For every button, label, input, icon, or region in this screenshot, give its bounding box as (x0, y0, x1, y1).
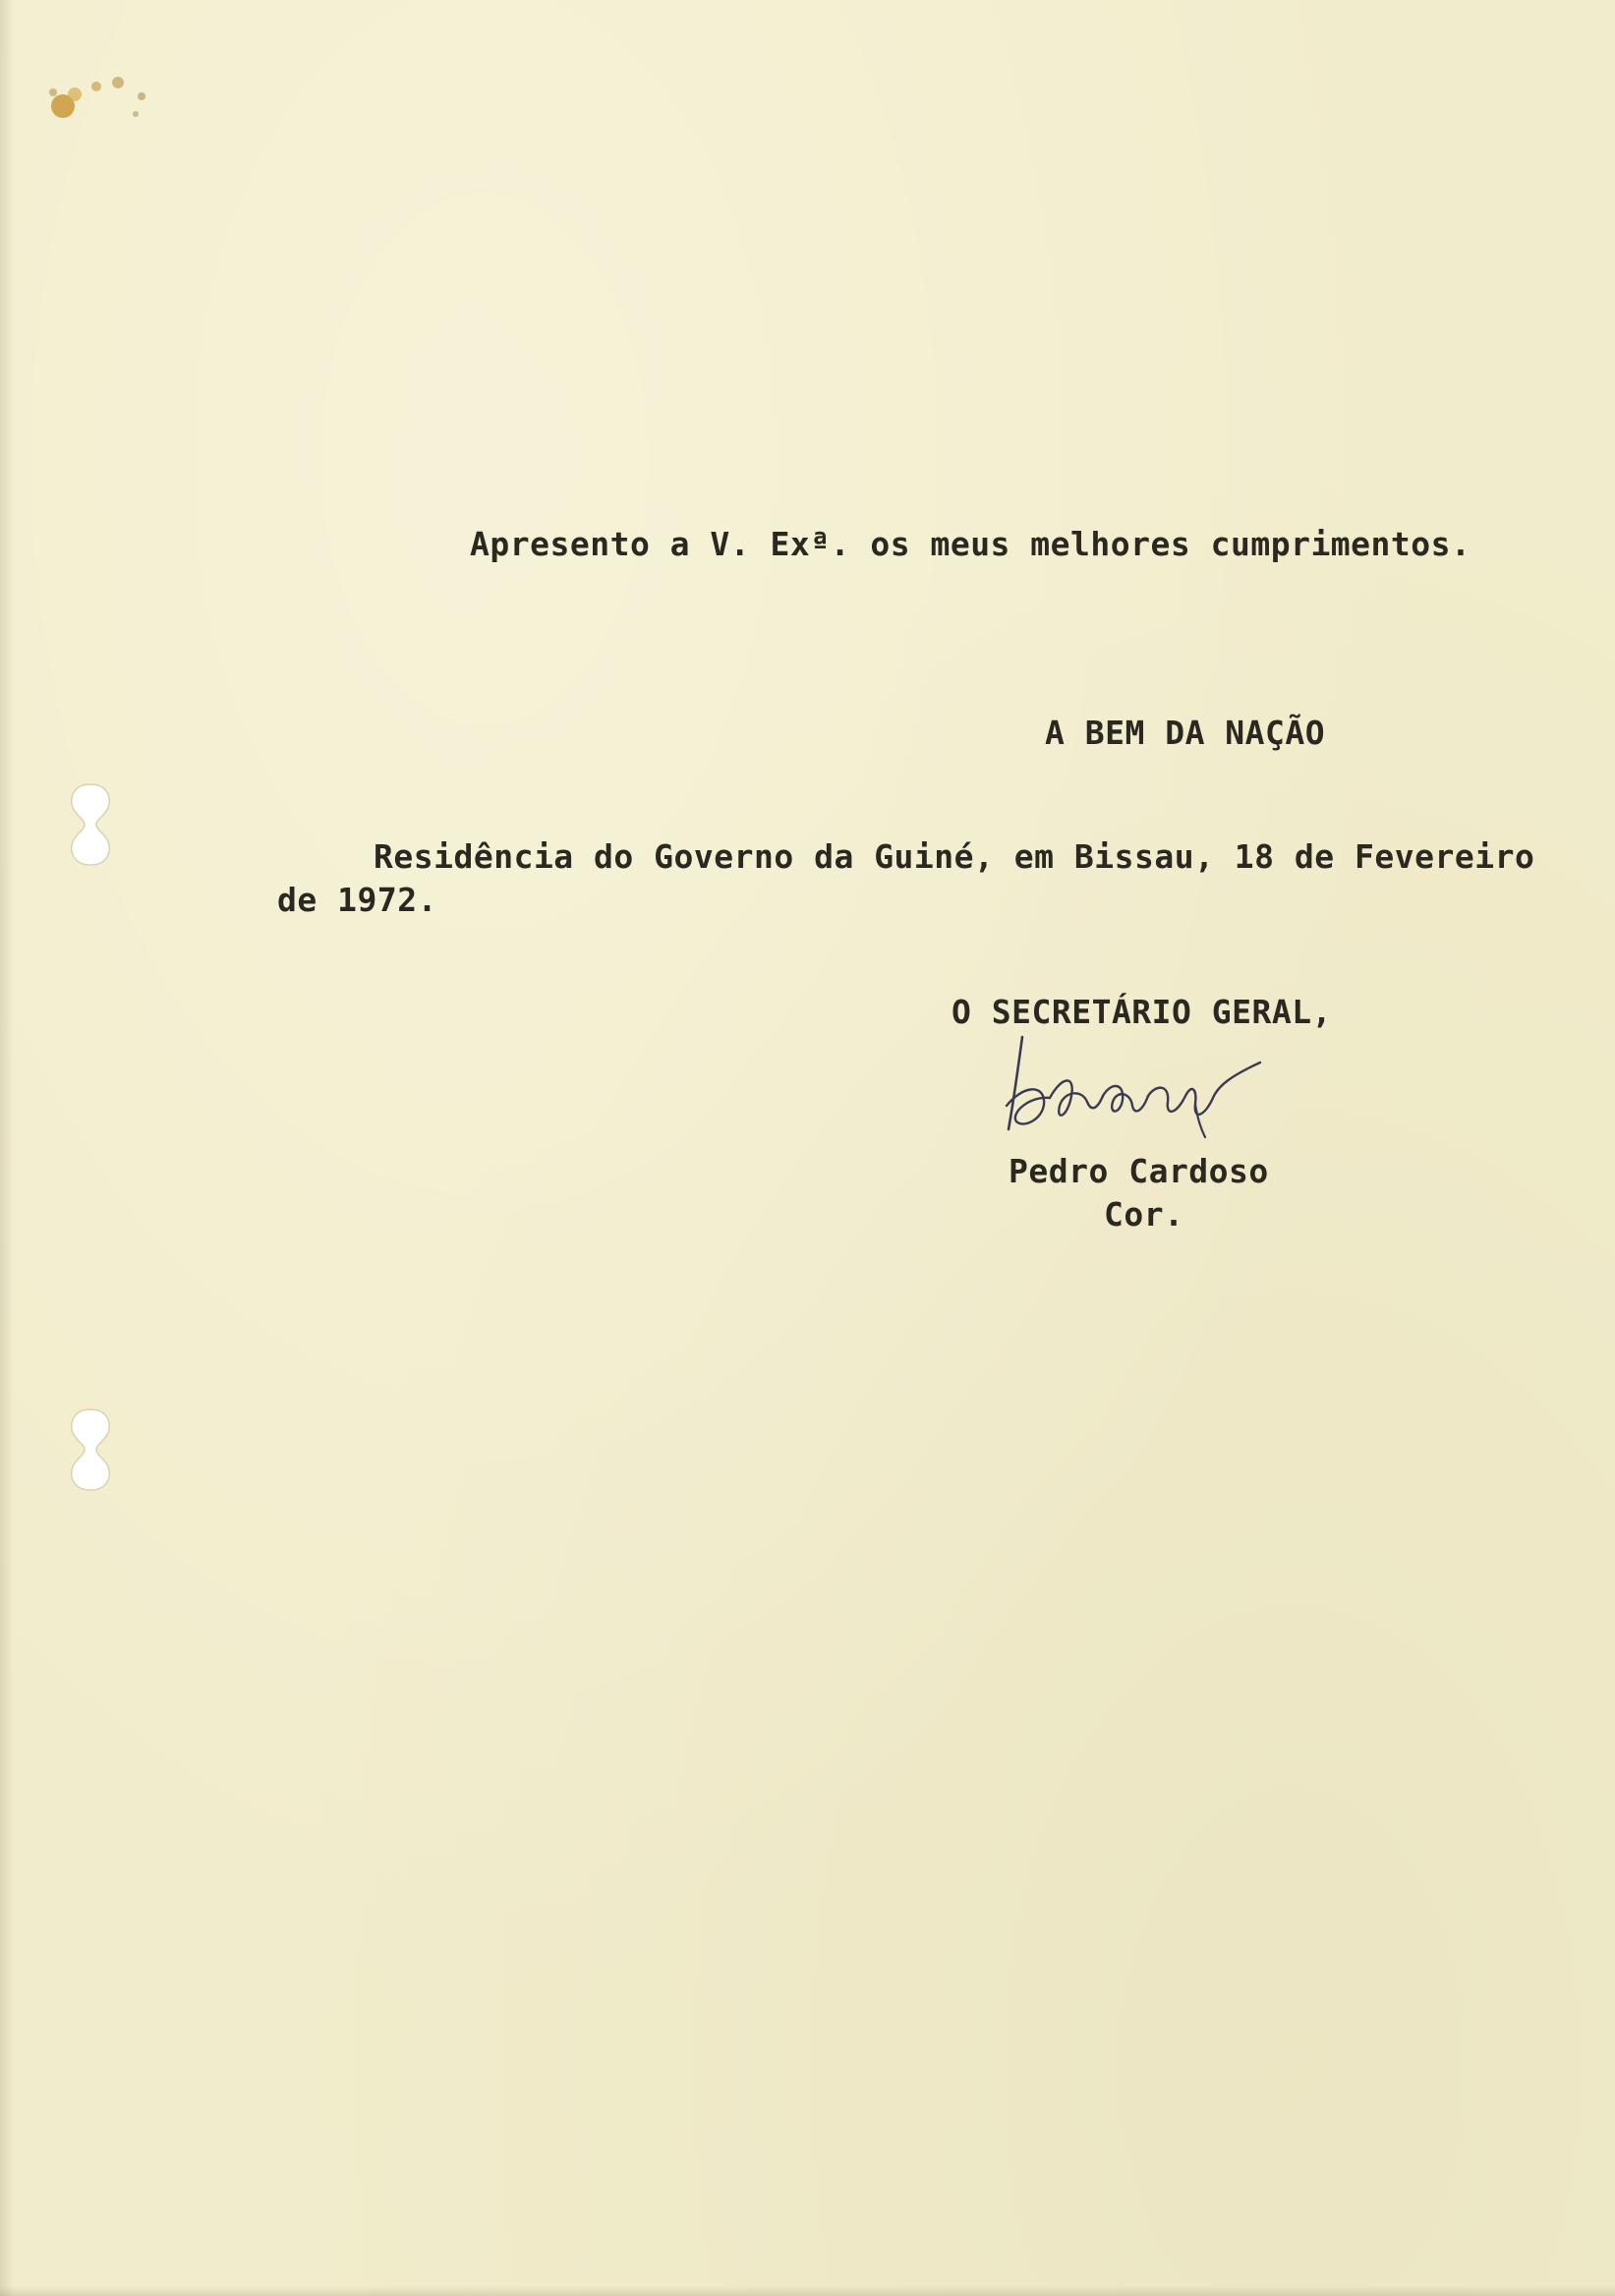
punch-hole-icon (67, 782, 114, 867)
handwritten-signature (1003, 1027, 1268, 1145)
place-date-line-2: de 1972. (277, 881, 437, 919)
punch-hole-icon (67, 1407, 114, 1492)
signatory-title: O SECRETÁRIO GERAL, (952, 993, 1332, 1031)
closing-salutation: Apresento a V. Exª. os meus melhores cumprimentos. (470, 525, 1471, 563)
paper-edge-shadow (0, 0, 14, 2296)
motto: A BEM DA NAÇÃO (1045, 714, 1326, 752)
rust-stain-icon (35, 57, 163, 136)
signatory-rank: Cor. (1104, 1195, 1184, 1234)
paper-bottom-edge (0, 2286, 1615, 2296)
signatory-name: Pedro Cardoso (1009, 1152, 1269, 1190)
place-date-line-1: Residência do Governo da Guiné, em Bissau, 18 de Fevereiro (374, 837, 1535, 876)
